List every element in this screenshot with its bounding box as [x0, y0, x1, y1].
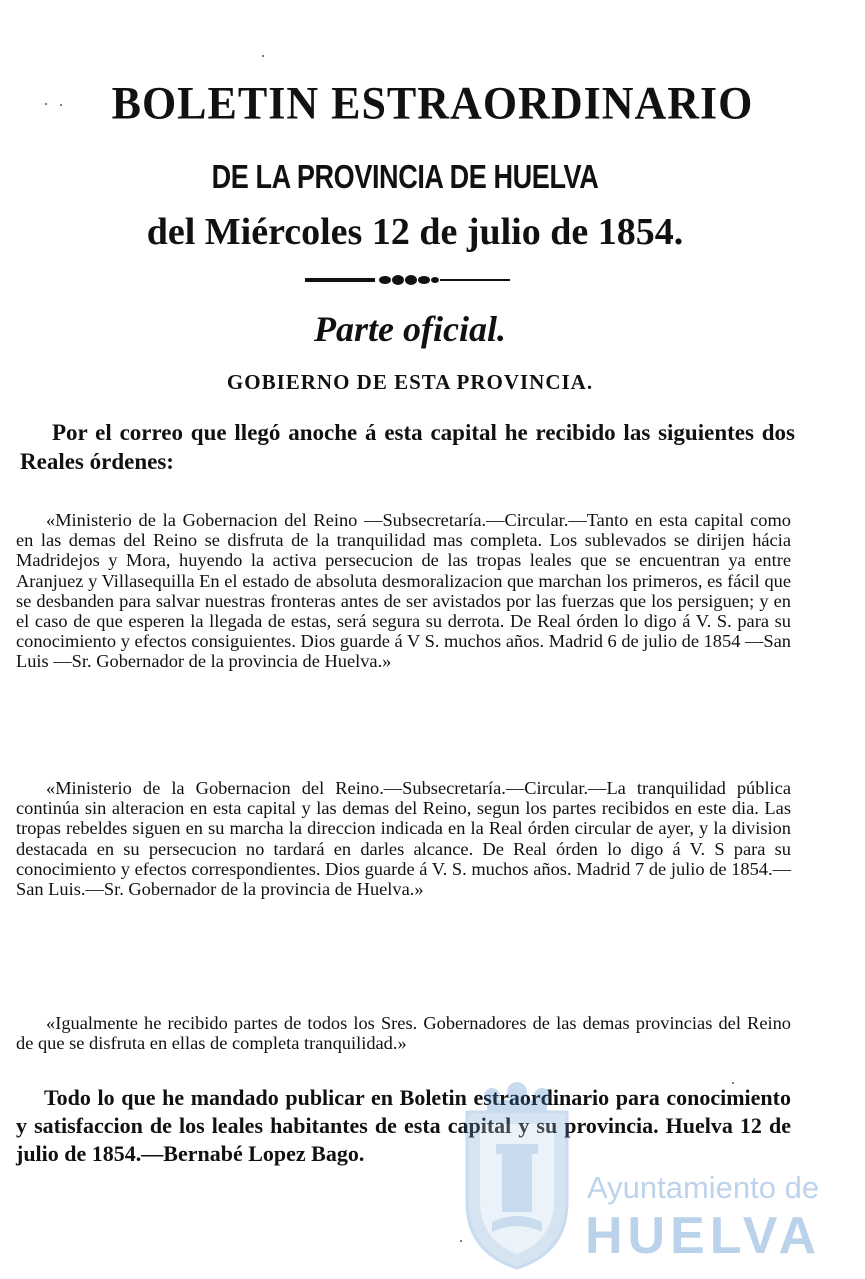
print-speck: [262, 55, 264, 57]
province-title: DE LA PROVINCIA DE HUELVA: [211, 158, 599, 195]
print-speck: [60, 104, 62, 106]
royal-order-paragraph-1: «Ministerio de la Gobernacion del Reino —Subsecretaría.—Circular.—Tanto en esta capital como en las demas del Reino se disfruta de la tranquilidad mas completa. Los sublevados se dirijen hácia Madridejos y Mora, huyendo la activa persecucion de las tropas leales que se encuentran ya entre Aranjuez y Villasequilla En el estado de absoluta desmoralizacion que marchan los primeros, es fácil que se desbanden para salvar nuestras fronteras antes de ser avistados por las fuerzas que los persiguen; y en el caso de que esperen la llegada de estas, será segura su derrota. De Real órden lo digo á V. S. para su conocimiento y efectos consiguientes. Dios guarde á V S. muchos años. Madrid 6 de julio de 1854 —San Luis —Sr. Gobernador de la provincia de Huelva.»: [16, 510, 791, 672]
print-speck: [460, 1240, 462, 1242]
section-subheading: GOBIERNO DE ESTA PROVINCIA.: [226, 370, 594, 394]
closing-paragraph: Todo lo que he mandado publicar en Boletin estraordinario para conocimiento y satisfaccion de los leales habitantes de esta capital y su provincia. Huelva 12 de julio de 1854.—Bernabé Lopez Bago.: [16, 1085, 791, 1166]
print-speck: [732, 1082, 734, 1084]
governors-report-paragraph: «Igualmente he recibido partes de todos los Sres. Gobernadores de las demas provincias del Reino de que se disfruta en ellas de completa tranquilidad.»: [16, 1013, 791, 1054]
section-heading: Parte oficial.: [314, 309, 506, 349]
royal-order-paragraph-2: «Ministerio de la Gobernacion del Reino.—Subsecretaría.—Circular.—La tranquilidad pública continúa sin alteracion en esta capital y las demas del Reino, segun los partes recibidos en este dia. Las tropas rebeldes siguen en su marcha la direccion indicada en la Real órden circular de ayer, y la division destacada en su persecucion no tardará en darles alcance. De Real órden lo digo á V. S para su conocimiento y efectos correspondientes. Dios guarde á V. S. muchos años. Madrid 7 de julio de 1854.—San Luis.—Sr. Gobernador de la provincia de Huelva.»: [16, 778, 791, 900]
date-title: del Miércoles 12 de julio de 1854.: [146, 211, 684, 253]
print-speck: [45, 103, 47, 105]
ornament-divider: [300, 270, 515, 290]
watermark-line-1: Ayuntamiento de: [587, 1170, 820, 1205]
bulletin-title: BOLETIN ESTRAORDINARIO: [111, 77, 754, 130]
watermark-line-2: HUELVA: [585, 1207, 822, 1265]
intro-paragraph: Por el correo que llegó anoche á esta capital he recibido las siguientes dos Reales órdenes:: [20, 420, 795, 474]
